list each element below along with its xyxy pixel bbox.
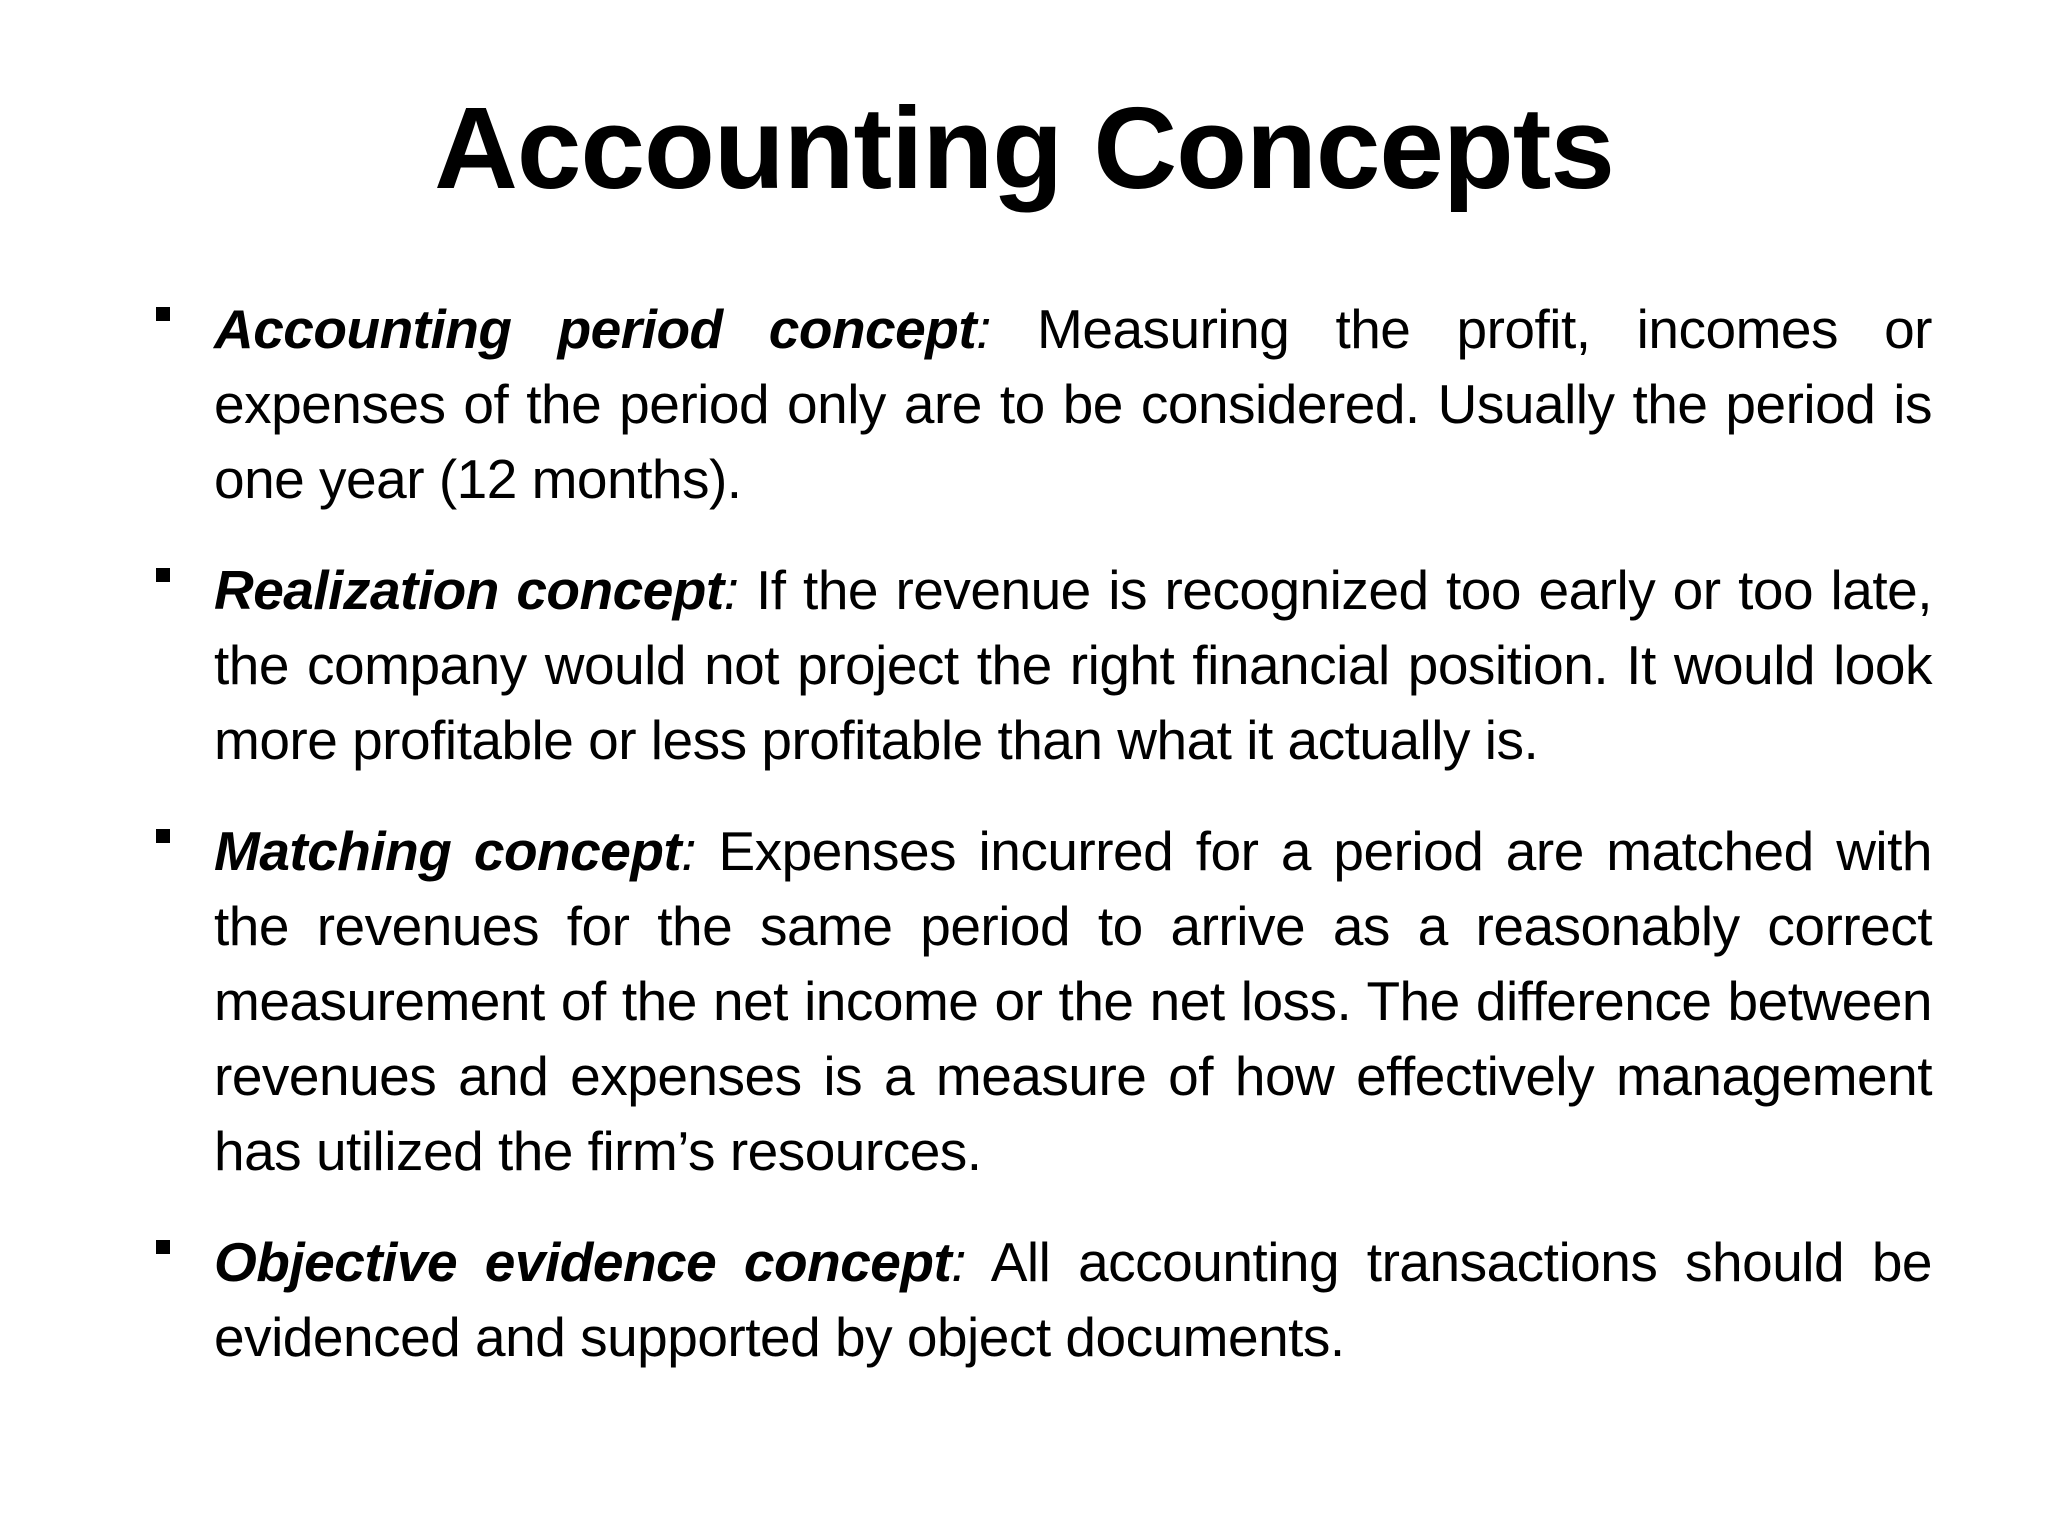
bullet-matching-concept bbox=[152, 814, 1932, 1189]
bullet-text: Expenses incurred for a period are matched with the revenues for the same period to arrive as a reasonably correct measurement of the net income or the net loss. The difference between revenues and expenses is a measure of how effectively management has utilized the firm’s resources. bbox=[214, 820, 1932, 1182]
bullet-separator: : bbox=[951, 1231, 967, 1293]
bullet-term: Objective evidence concept bbox=[214, 1231, 952, 1293]
bullet-accounting-period-concept bbox=[152, 292, 1932, 517]
bullet-objective-evidence-concept bbox=[152, 1225, 1932, 1375]
bullet-list bbox=[152, 292, 1932, 1411]
bullet-separator: : bbox=[723, 559, 739, 621]
bullet-realization-concept bbox=[152, 553, 1932, 778]
square-bullet-icon bbox=[156, 829, 170, 843]
bullet-separator: : bbox=[681, 820, 697, 882]
bullet-text: If the revenue is recognized too early or too late, the company would not project the right financial position. It would look more profitable or less profitable than what it actually is. bbox=[214, 559, 1932, 771]
bullet-text: All accounting transactions should be evidenced and supported by object documents. bbox=[214, 1231, 1932, 1368]
bullet-separator: : bbox=[976, 298, 991, 360]
square-bullet-icon bbox=[156, 1240, 170, 1254]
bullet-text: Measuring the profit, incomes or expenses of the period only are to be considered. Usually the period is one year (12 months). bbox=[214, 298, 1932, 510]
slide-title: Accounting Concepts bbox=[434, 83, 1614, 213]
bullet-term: Realization concept bbox=[214, 559, 724, 621]
square-bullet-icon bbox=[156, 568, 170, 582]
bullet-term: Accounting period concept bbox=[214, 298, 977, 360]
square-bullet-icon bbox=[156, 307, 170, 321]
bullet-term: Matching concept bbox=[214, 820, 682, 882]
